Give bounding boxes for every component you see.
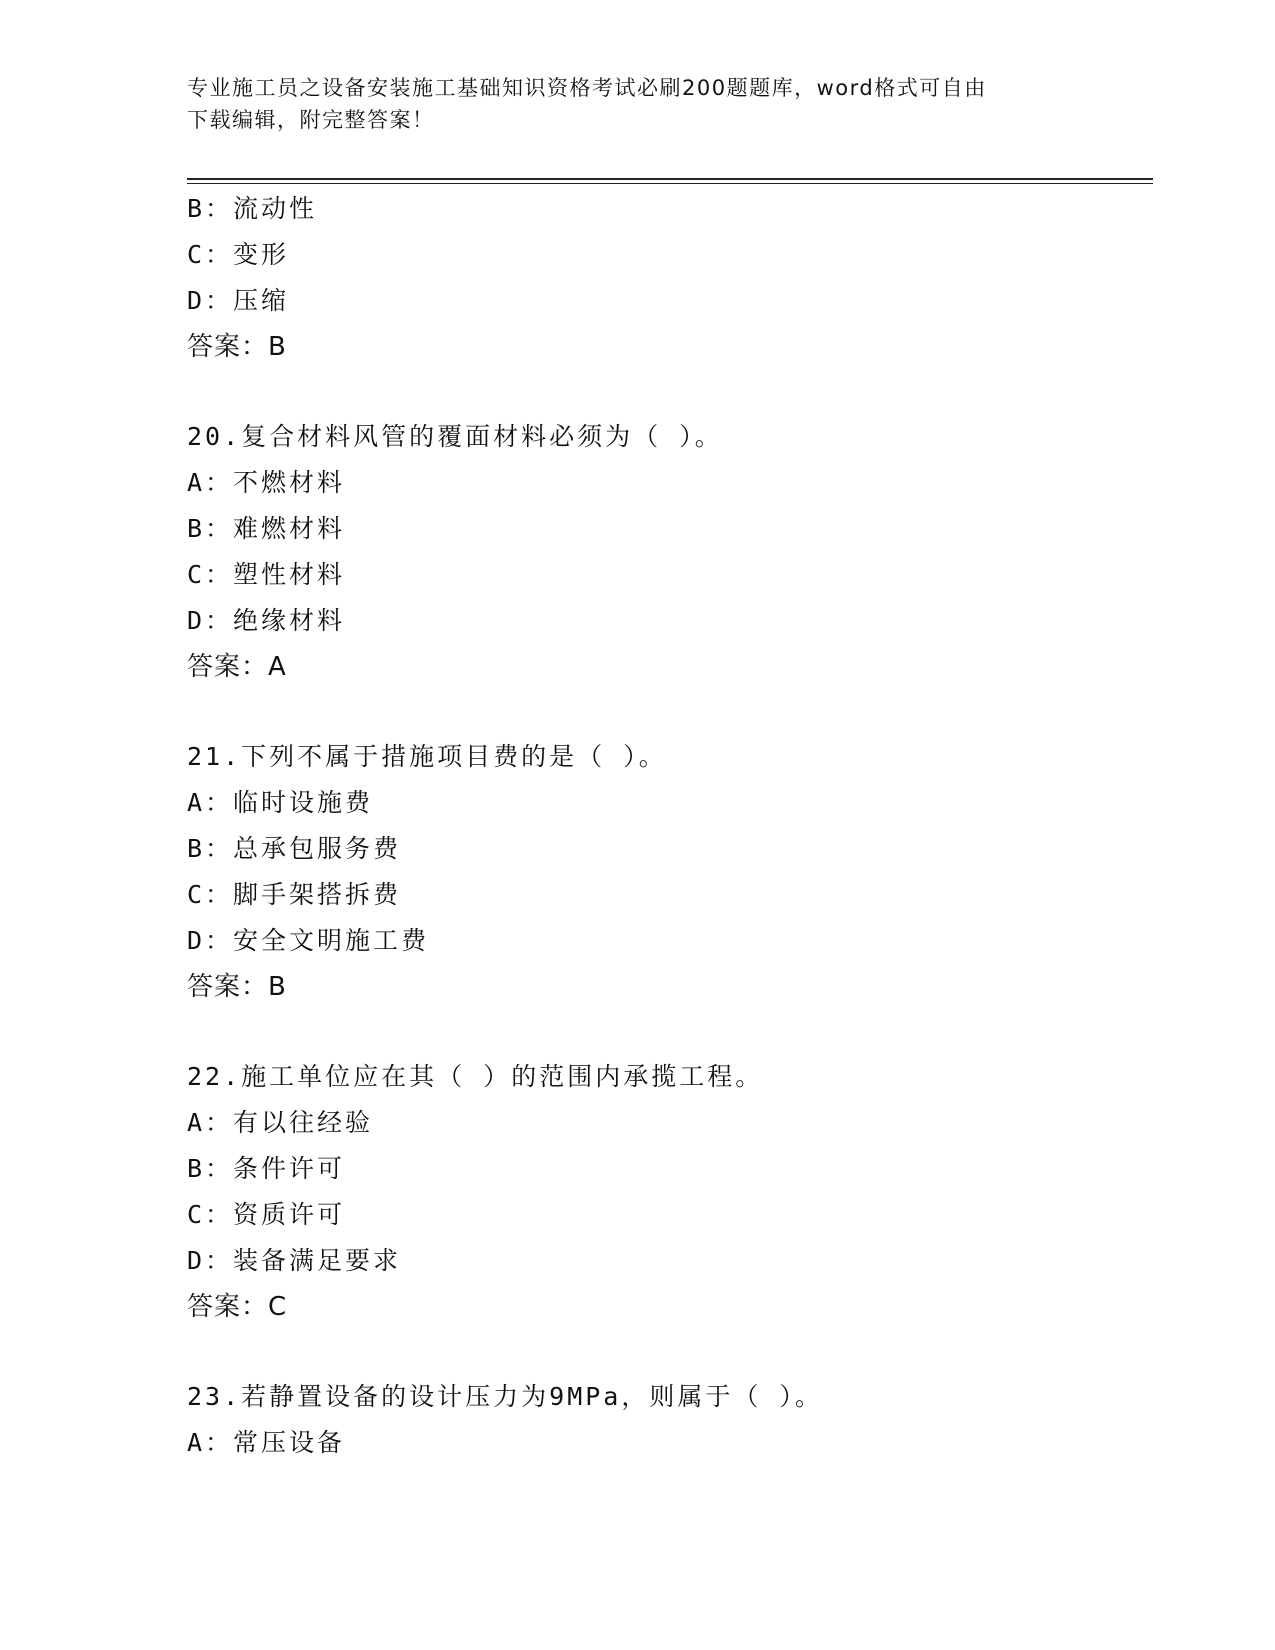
- option-c: C：脚手架搭拆费: [187, 880, 402, 909]
- option-c: C：塑性材料: [187, 560, 346, 589]
- question-stem: 21.下列不属于措施项目费的是（ ）。: [187, 742, 667, 771]
- question-list: [187, 186, 1147, 1466]
- question-23: [187, 1374, 1147, 1466]
- question-stem: 20.复合材料风管的覆面材料必须为（ ）。: [187, 422, 723, 451]
- question-stem: 22.施工单位应在其（ ）的范围内承揽工程。: [187, 1062, 764, 1091]
- option-a: A：有以往经验: [187, 1108, 374, 1137]
- header-divider-thick: [187, 178, 1153, 180]
- option-d: D：安全文明施工费: [187, 926, 430, 955]
- answer: 答案：C: [187, 1292, 288, 1322]
- option-c: C：资质许可: [187, 1200, 346, 1229]
- question-22: [187, 1054, 1147, 1330]
- option-d: D：装备满足要求: [187, 1246, 402, 1275]
- document-header: [187, 72, 1067, 136]
- option-b: B：条件许可: [187, 1154, 346, 1183]
- question-20: [187, 414, 1147, 690]
- question-stem: 23.若静置设备的设计压力为9MPa，则属于（ ）。: [187, 1382, 823, 1411]
- option-c: C：变形: [187, 240, 290, 269]
- header-title-line-1: 专业施工员之设备安装施工基础知识资格考试必刷200题题库，word格式可自由: [187, 76, 987, 100]
- option-a: A：常压设备: [187, 1428, 346, 1457]
- header-divider-thin: [187, 183, 1153, 184]
- question-21: [187, 734, 1147, 1010]
- option-b: B：流动性: [187, 194, 318, 223]
- option-a: A：不燃材料: [187, 468, 346, 497]
- option-b: B：难燃材料: [187, 514, 346, 543]
- option-d: D：压缩: [187, 286, 290, 315]
- option-a: A：临时设施费: [187, 788, 374, 817]
- option-d: D：绝缘材料: [187, 606, 346, 635]
- option-b: B：总承包服务费: [187, 834, 402, 863]
- answer: 答案：B: [187, 972, 287, 1002]
- question-19-continued: [187, 186, 1147, 370]
- answer: 答案：A: [187, 652, 287, 682]
- header-title-line-2: 下载编辑，附完整答案！: [187, 108, 435, 132]
- answer: 答案：B: [187, 332, 287, 362]
